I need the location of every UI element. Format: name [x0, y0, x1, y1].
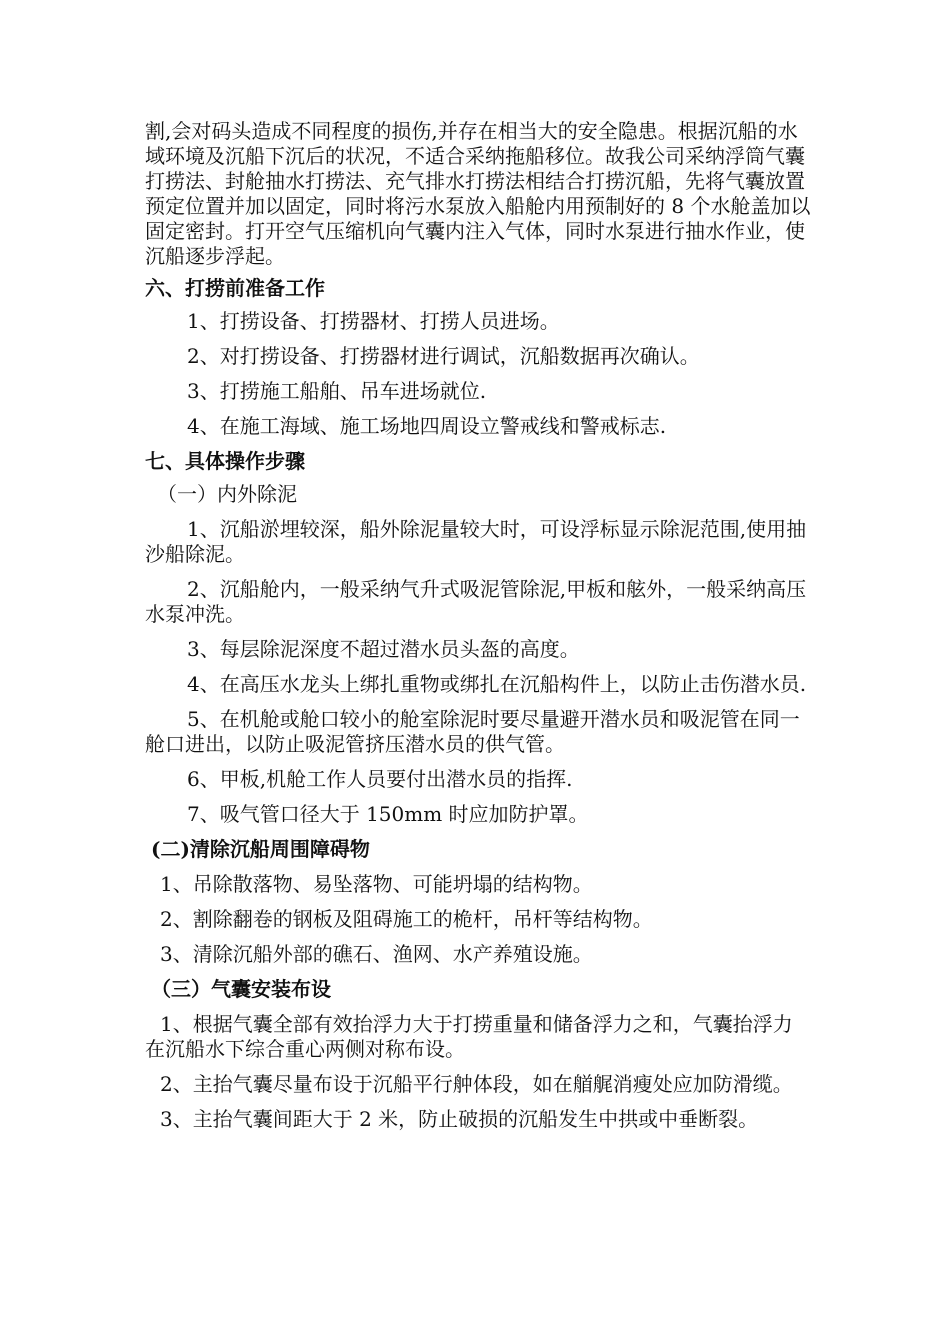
- subsection-2-heading: (二)清除沉船周围障碍物: [151, 837, 370, 861]
- section-7-heading: 七、具体操作步骤: [145, 449, 305, 473]
- section-6-item-4: 4、在施工海域、施工场地四周设立警戒线和警戒标志.: [187, 414, 667, 438]
- subsection-3-heading: （三）气囊安装布设: [151, 977, 331, 1001]
- subsection-1-item-5: 5、在机舱或舱口较小的舱室除泥时要尽量避开潜水员和吸泥管在同一舱口进出，以防止吸泥管挤压潜水员的供气管。: [145, 707, 800, 756]
- subsection-3-item-3: 3、主抬气囊间距大于 2 米，防止破损的沉船发生中拱或中垂断裂。: [160, 1107, 759, 1131]
- subsection-1-item-6: 6、甲板,机舱工作人员要付出潜水员的指挥.: [187, 767, 573, 791]
- document-page: [145, 119, 812, 1142]
- section-6-heading: 六、打捞前准备工作: [145, 276, 325, 300]
- section-6-item-1: 1、打捞设备、打捞器材、打捞人员进场。: [187, 309, 560, 333]
- section-6-item-2: 2、对打捞设备、打捞器材进行调试，沉船数据再次确认。: [187, 344, 700, 368]
- subsection-2-item-1: 1、吊除散落物、易坠落物、可能坍塌的结构物。: [160, 872, 593, 896]
- section-6-item-3: 3、打捞施工船舶、吊车进场就位.: [187, 379, 487, 403]
- subsection-1-item-4: 4、在高压水龙头上绑扎重物或绑扎在沉船构件上，以防止击伤潜水员.: [187, 672, 807, 696]
- subsection-3-item-2: 2、主抬气囊尽量布设于沉船平行舯体段，如在艏艉消瘦处应加防滑缆。: [160, 1072, 793, 1096]
- subsection-1-item-1: 1、沉船淤埋较深，船外除泥量较大时，可设浮标显示除泥范围,使用抽沙船除泥。: [145, 517, 807, 566]
- subsection-1-item-7: 7、吸气管口径大于 150mm 时应加防护罩。: [187, 802, 589, 826]
- subsection-1-item-2: 2、沉船舱内，一般采纳气升式吸泥管除泥,甲板和舷外，一般采纳高压水泵冲洗。: [145, 577, 807, 626]
- intro-paragraph: 割,会对码头造成不同程度的损伤,并存在相当大的安全隐患。根据沉船的水域环境及沉船下沉后的状况，不适合采纳拖船移位。故我公司采纳浮筒气囊打捞法、封舱抽水打捞法、充气排水打捞法相结合打捞沉船，先将气囊放置预定位置并加以固定，同时将污水泵放入船舱内用预制好的 8 个水舱盖加以固定密封。打开空气压缩机向气囊内注入气体，同时水泵进行抽水作业，使沉船逐步浮起。: [145, 119, 811, 268]
- subsection-1-heading: （一）内外除泥: [157, 482, 297, 506]
- subsection-2-item-2: 2、割除翻卷的钢板及阻碍施工的桅杆，吊杆等结构物。: [160, 907, 653, 931]
- subsection-2-item-3: 3、清除沉船外部的礁石、渔网、水产养殖设施。: [160, 942, 593, 966]
- subsection-3-item-1: 1、根据气囊全部有效抬浮力大于打捞重量和储备浮力之和，气囊抬浮力在沉船水下综合重心两侧对称布设。: [145, 1012, 793, 1061]
- subsection-1-item-3: 3、每层除泥深度不超过潜水员头盔的高度。: [187, 637, 580, 661]
